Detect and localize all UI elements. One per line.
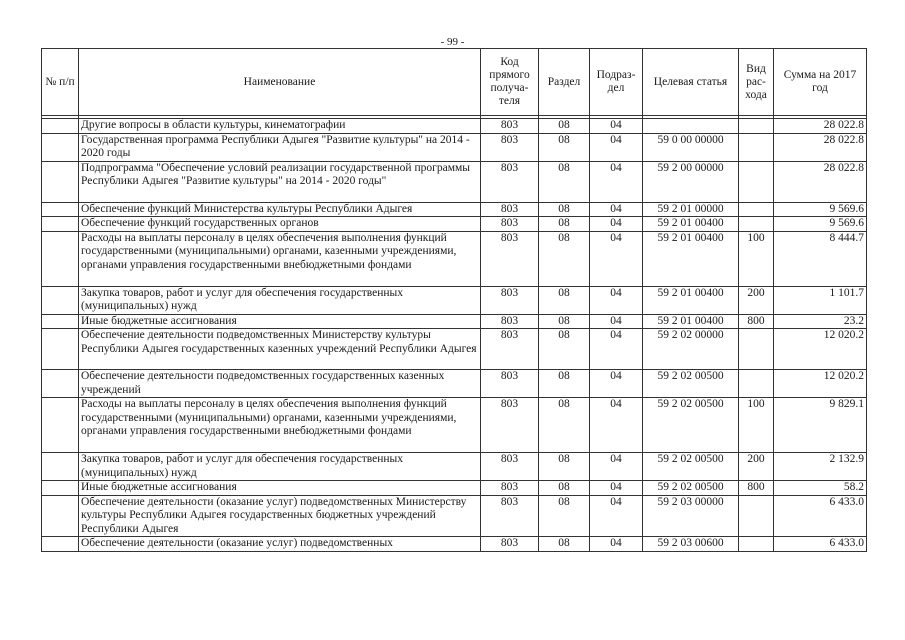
cell-expense-type bbox=[739, 329, 774, 370]
table-row bbox=[42, 398, 867, 453]
cell-code: 803 bbox=[481, 481, 539, 496]
cell-expense-type: 200 bbox=[739, 286, 774, 314]
table-row bbox=[42, 202, 867, 217]
cell-section: 08 bbox=[539, 161, 590, 202]
cell-target: 59 2 01 00400 bbox=[643, 217, 739, 232]
cell-subsection: 04 bbox=[590, 481, 643, 496]
cell-code: 803 bbox=[481, 217, 539, 232]
cell-code: 803 bbox=[481, 398, 539, 453]
cell-section: 08 bbox=[539, 286, 590, 314]
cell-num bbox=[42, 329, 79, 370]
cell-sum: 2 132.9 bbox=[774, 453, 867, 481]
cell-subsection: 04 bbox=[590, 314, 643, 329]
cell-section: 08 bbox=[539, 398, 590, 453]
table-row bbox=[42, 537, 867, 552]
cell-target: 59 2 03 00600 bbox=[643, 537, 739, 552]
cell-subsection: 04 bbox=[590, 286, 643, 314]
cell-name: Обеспечение деятельности (оказание услуг) подведомственных Министерству культуры Республики Адыгея государственных бюджетных учреждений Республики Адыгея bbox=[79, 495, 481, 537]
cell-section: 08 bbox=[539, 495, 590, 537]
cell-subsection: 04 bbox=[590, 231, 643, 286]
cell-expense-type: 100 bbox=[739, 231, 774, 286]
cell-sum: 9 829.1 bbox=[774, 398, 867, 453]
cell-section: 08 bbox=[539, 231, 590, 286]
cell-sum: 6 433.0 bbox=[774, 537, 867, 552]
cell-code: 803 bbox=[481, 119, 539, 134]
cell-name: Расходы на выплаты персоналу в целях обеспечения выполнения функций государственными (муниципальными) органами, казенными учреждениями, органами управления государственными внебюджетными фондами bbox=[79, 231, 481, 286]
cell-sum: 1 101.7 bbox=[774, 286, 867, 314]
cell-subsection: 04 bbox=[590, 329, 643, 370]
cell-num bbox=[42, 537, 79, 552]
table-row bbox=[42, 217, 867, 232]
table-row bbox=[42, 329, 867, 370]
cell-expense-type: 200 bbox=[739, 453, 774, 481]
cell-section: 08 bbox=[539, 314, 590, 329]
cell-name: Закупка товаров, работ и услуг для обеспечения государственных (муниципальных) нужд bbox=[79, 286, 481, 314]
cell-target: 59 0 00 00000 bbox=[643, 133, 739, 161]
cell-sum: 58.2 bbox=[774, 481, 867, 496]
cell-code: 803 bbox=[481, 286, 539, 314]
cell-section: 08 bbox=[539, 329, 590, 370]
cell-sum: 28 022.8 bbox=[774, 119, 867, 134]
cell-section: 08 bbox=[539, 202, 590, 217]
cell-target: 59 2 01 00400 bbox=[643, 314, 739, 329]
cell-expense-type bbox=[739, 161, 774, 202]
cell-sum: 28 022.8 bbox=[774, 161, 867, 202]
cell-section: 08 bbox=[539, 119, 590, 134]
table-row bbox=[42, 161, 867, 202]
table-row bbox=[42, 314, 867, 329]
cell-expense-type bbox=[739, 370, 774, 398]
cell-subsection: 04 bbox=[590, 202, 643, 217]
cell-code: 803 bbox=[481, 202, 539, 217]
cell-expense-type bbox=[739, 202, 774, 217]
table-body bbox=[42, 116, 867, 552]
cell-expense-type: 800 bbox=[739, 314, 774, 329]
cell-num bbox=[42, 314, 79, 329]
cell-name: Иные бюджетные ассигнования bbox=[79, 481, 481, 496]
header-subsection: Подраз-дел bbox=[590, 49, 643, 116]
cell-code: 803 bbox=[481, 453, 539, 481]
cell-expense-type bbox=[739, 119, 774, 134]
cell-code: 803 bbox=[481, 161, 539, 202]
table-row bbox=[42, 119, 867, 134]
cell-name: Обеспечение функций Министерства культуры Республики Адыгея bbox=[79, 202, 481, 217]
cell-name: Государственная программа Республики Адыгея "Развитие культуры" на 2014 - 2020 годы bbox=[79, 133, 481, 161]
cell-subsection: 04 bbox=[590, 119, 643, 134]
cell-num bbox=[42, 481, 79, 496]
cell-expense-type bbox=[739, 537, 774, 552]
cell-num bbox=[42, 202, 79, 217]
cell-name: Закупка товаров, работ и услуг для обеспечения государственных (муниципальных) нужд bbox=[79, 453, 481, 481]
cell-num bbox=[42, 398, 79, 453]
cell-num bbox=[42, 231, 79, 286]
header-section: Раздел bbox=[539, 49, 590, 116]
cell-target: 59 2 01 00000 bbox=[643, 202, 739, 217]
cell-target: 59 2 02 00500 bbox=[643, 370, 739, 398]
cell-section: 08 bbox=[539, 453, 590, 481]
cell-target: 59 2 02 00500 bbox=[643, 453, 739, 481]
cell-section: 08 bbox=[539, 537, 590, 552]
cell-num bbox=[42, 370, 79, 398]
cell-target: 59 2 02 00500 bbox=[643, 398, 739, 453]
cell-subsection: 04 bbox=[590, 161, 643, 202]
cell-subsection: 04 bbox=[590, 217, 643, 232]
cell-expense-type bbox=[739, 217, 774, 232]
cell-num bbox=[42, 286, 79, 314]
cell-target: 59 2 02 00500 bbox=[643, 481, 739, 496]
table-row bbox=[42, 231, 867, 286]
cell-name: Расходы на выплаты персоналу в целях обеспечения выполнения функций государственными (муниципальными) органами, казенными учреждениями, органами управления государственными внебюджетными фондами bbox=[79, 398, 481, 453]
cell-target bbox=[643, 119, 739, 134]
table-row bbox=[42, 495, 867, 537]
cell-name: Обеспечение деятельности подведомственных Министерству культуры Республики Адыгея государственных казенных учреждений Республики Адыгея bbox=[79, 329, 481, 370]
cell-code: 803 bbox=[481, 537, 539, 552]
cell-num bbox=[42, 453, 79, 481]
cell-subsection: 04 bbox=[590, 370, 643, 398]
cell-target: 59 2 01 00400 bbox=[643, 231, 739, 286]
cell-section: 08 bbox=[539, 133, 590, 161]
cell-code: 803 bbox=[481, 370, 539, 398]
cell-target: 59 2 02 00000 bbox=[643, 329, 739, 370]
cell-name: Обеспечение функций государственных органов bbox=[79, 217, 481, 232]
cell-subsection: 04 bbox=[590, 398, 643, 453]
table-row bbox=[42, 286, 867, 314]
cell-code: 803 bbox=[481, 314, 539, 329]
cell-name: Обеспечение деятельности (оказание услуг) подведомственных bbox=[79, 537, 481, 552]
cell-expense-type: 800 bbox=[739, 481, 774, 496]
cell-sum: 9 569.6 bbox=[774, 217, 867, 232]
cell-sum: 9 569.6 bbox=[774, 202, 867, 217]
cell-section: 08 bbox=[539, 217, 590, 232]
cell-sum: 23.2 bbox=[774, 314, 867, 329]
header-expense-type: Вид рас-хода bbox=[739, 49, 774, 116]
cell-target: 59 2 00 00000 bbox=[643, 161, 739, 202]
page-number: - 99 - bbox=[440, 36, 465, 48]
table-row bbox=[42, 453, 867, 481]
cell-name: Иные бюджетные ассигнования bbox=[79, 314, 481, 329]
cell-subsection: 04 bbox=[590, 495, 643, 537]
cell-subsection: 04 bbox=[590, 537, 643, 552]
budget-table bbox=[41, 48, 867, 552]
cell-sum: 12 020.2 bbox=[774, 370, 867, 398]
table-row bbox=[42, 370, 867, 398]
cell-sum: 12 020.2 bbox=[774, 329, 867, 370]
cell-target: 59 2 01 00400 bbox=[643, 286, 739, 314]
cell-expense-type: 100 bbox=[739, 398, 774, 453]
cell-expense-type bbox=[739, 495, 774, 537]
table-row bbox=[42, 481, 867, 496]
cell-sum: 8 444.7 bbox=[774, 231, 867, 286]
cell-code: 803 bbox=[481, 231, 539, 286]
cell-num bbox=[42, 217, 79, 232]
header-code: Код прямого получа-теля bbox=[481, 49, 539, 116]
header-target: Целевая статья bbox=[643, 49, 739, 116]
cell-section: 08 bbox=[539, 370, 590, 398]
cell-section: 08 bbox=[539, 481, 590, 496]
cell-subsection: 04 bbox=[590, 133, 643, 161]
cell-name: Другие вопросы в области культуры, кинематографии bbox=[79, 119, 481, 134]
cell-expense-type bbox=[739, 133, 774, 161]
header-num: № п/п bbox=[42, 49, 79, 116]
cell-name: Подпрограмма "Обеспечение условий реализации государственной программы Республики Адыгея "Развитие культуры" на 2014 - 2020 годы" bbox=[79, 161, 481, 202]
cell-code: 803 bbox=[481, 133, 539, 161]
cell-num bbox=[42, 495, 79, 537]
cell-name: Обеспечение деятельности подведомственных государственных казенных учреждений bbox=[79, 370, 481, 398]
cell-num bbox=[42, 119, 79, 134]
cell-num bbox=[42, 133, 79, 161]
cell-target: 59 2 03 00000 bbox=[643, 495, 739, 537]
cell-code: 803 bbox=[481, 495, 539, 537]
cell-subsection: 04 bbox=[590, 453, 643, 481]
header-name: Наименование bbox=[79, 49, 481, 116]
cell-code: 803 bbox=[481, 329, 539, 370]
table-row bbox=[42, 133, 867, 161]
table-header-row bbox=[42, 49, 867, 116]
cell-num bbox=[42, 161, 79, 202]
cell-sum: 28 022.8 bbox=[774, 133, 867, 161]
header-sum: Сумма на 2017 год bbox=[774, 49, 867, 116]
cell-sum: 6 433.0 bbox=[774, 495, 867, 537]
